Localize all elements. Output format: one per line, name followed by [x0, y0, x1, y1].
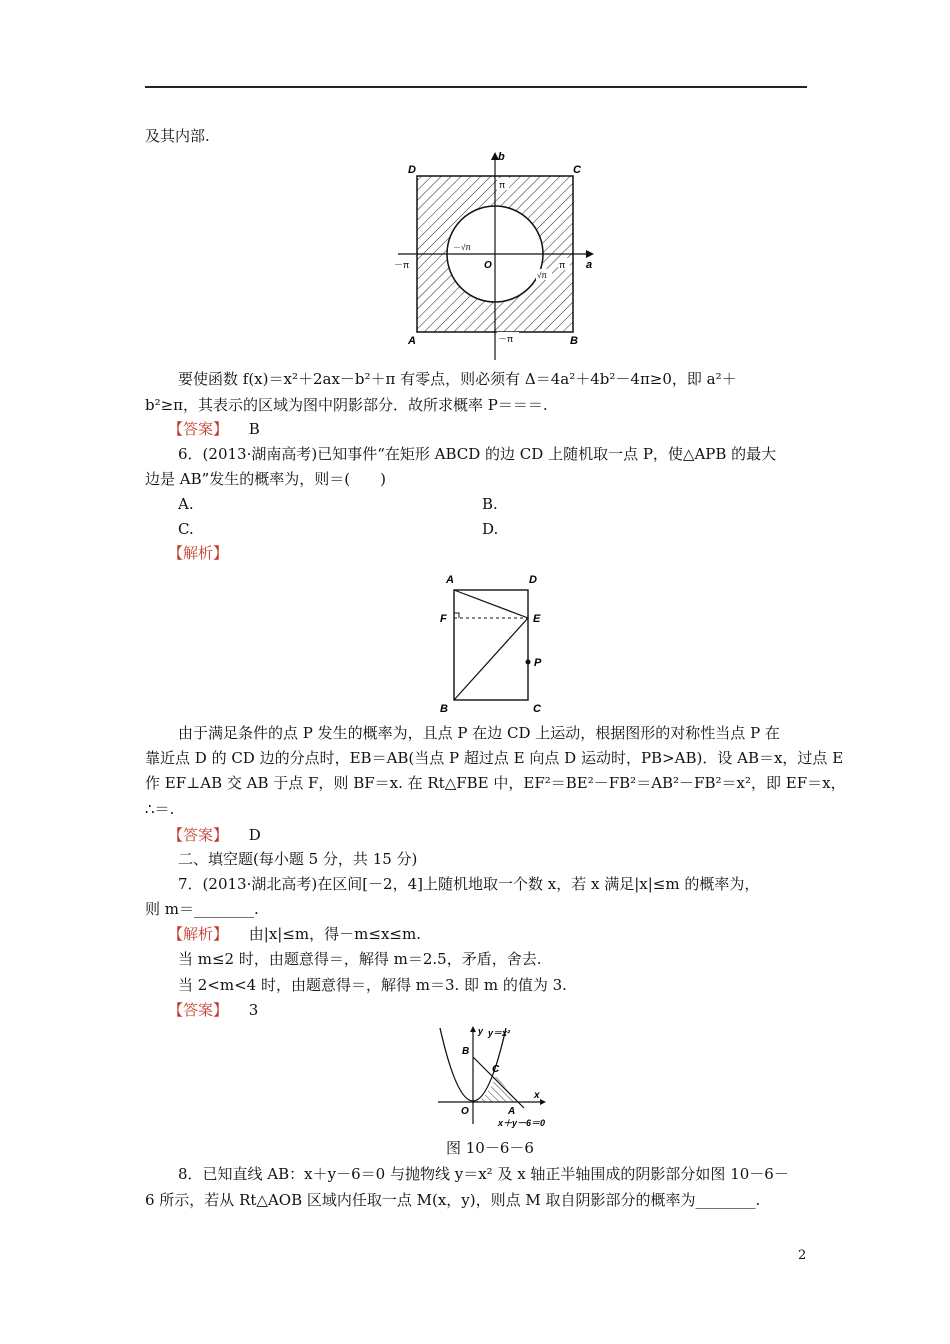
figure-square-circle: [390, 148, 600, 364]
sol6-line4: ∴＝.: [145, 800, 175, 818]
q7-line2: 则 m＝________.: [145, 900, 259, 918]
label-D: D: [408, 164, 416, 176]
q7-jiexi-tag: 【解析】: [168, 925, 229, 943]
q6-jiexi-tag: 【解析】: [168, 544, 229, 562]
label-O: O: [461, 1106, 469, 1117]
sol6-line2: 靠近点 D 的 CD 边的分点时，EB＝AB(当点 P 超过点 E 向点 D 运动时，PB>AB)．设 AB＝x，过点 E: [145, 749, 844, 767]
sol6-line3: 作 EF⊥AB 交 AB 于点 F，则 BF＝x. 在 Rt△FBE 中，EF²＝BE²－FB²＝AB²－FB²＝x²，即 EF＝x，: [145, 774, 846, 792]
label-C: C: [573, 164, 581, 176]
label-P: P: [534, 657, 542, 669]
label-F: F: [440, 613, 447, 625]
answer6-value: D: [248, 826, 261, 844]
label-C: C: [492, 1064, 500, 1075]
header-rule: [145, 86, 807, 88]
label-a: a: [586, 259, 593, 271]
q6-line1: 6．(2013·湖南高考)已知事件“在矩形 ABCD 的边 CD 上随机取一点 P，使△APB 的最大: [178, 445, 777, 463]
segment-AE: [454, 590, 528, 618]
q7-jiexi-text: 由|x|≤m，得－m≤x≤m.: [248, 925, 421, 943]
q6-option-C: C.: [178, 520, 194, 538]
label-sqrt-pi: √π: [537, 271, 547, 280]
figure-parabola: [428, 1024, 568, 1132]
answer5-tag: 【答案】: [168, 420, 229, 438]
label-pi-top: π: [499, 180, 506, 190]
q6-option-B: B.: [482, 495, 498, 513]
section-fill-blank: 二、填空题(每小题 5 分，共 15 分): [178, 850, 418, 868]
label-y: y: [478, 1026, 484, 1036]
q6-option-A: A.: [178, 495, 194, 513]
q8-line2: 6 所示，若从 Rt△AOB 区域内任取一点 M(x，y)，则点 M 取自阴影部分的概率为________.: [145, 1191, 761, 1209]
label-A: A: [446, 574, 454, 586]
rect-ABCD: [454, 590, 528, 700]
q7-case1: 当 m≤2 时，由题意得＝，解得 m＝2.5，矛盾，舍去.: [178, 950, 542, 968]
label-C: C: [533, 703, 541, 715]
figure-rectangle: [436, 570, 556, 716]
answer5-value: B: [248, 420, 260, 438]
label-pi-right: π: [559, 260, 566, 270]
label-neg-pi-left: －π: [394, 260, 410, 270]
figure-caption: 图 10－6－6: [446, 1139, 534, 1157]
answer7-tag: 【答案】: [168, 1001, 229, 1019]
answer7: [168, 1000, 258, 1020]
label-E: E: [533, 613, 541, 625]
segment-BE: [454, 618, 528, 700]
q7-case2: 当 2<m<4 时，由题意得＝，解得 m＝3. 即 m 的值为 3.: [178, 976, 567, 994]
label-x: x: [534, 1090, 540, 1101]
label-line: x＋y－6＝0: [498, 1118, 546, 1128]
label-D: D: [529, 574, 537, 586]
answer6: [168, 825, 261, 845]
answer6-tag: 【答案】: [168, 826, 229, 844]
answer5: [168, 419, 260, 439]
sol6-line1: 由于满足条件的点 P 发生的概率为，且点 P 在边 CD 上运动，根据图形的对称性当点 P 在: [178, 724, 780, 742]
label-A: A: [508, 1106, 516, 1117]
label-neg-pi-bottom: －π: [498, 334, 514, 344]
para5-line1: 要使函数 f(x)＝x²＋2ax－b²＋π 有零点，则必须有 Δ＝4a²＋4b²－4π≥0，即 a²＋: [178, 370, 737, 388]
answer7-value: 3: [248, 1001, 259, 1019]
label-B: B: [570, 335, 578, 347]
q7-line1: 7．(2013·湖北高考)在区间[－2，4]上随机地取一个数 x，若 x 满足|x|≤m 的概率为，: [178, 875, 760, 893]
label-curve: y＝x²: [488, 1028, 511, 1038]
q6-option-D: D.: [482, 520, 499, 538]
para5-line2: b²≥π，其表示的区域为图中阴影部分．故所求概率 P＝＝＝.: [145, 396, 548, 414]
q6-line2: 边是 AB”发生的概率为，则＝( ): [145, 470, 386, 488]
label-B: B: [440, 703, 448, 715]
label-neg-sqrt-pi: －√π: [453, 243, 471, 252]
q7-jiexi: [168, 924, 421, 944]
intro-tail: 及其内部.: [145, 127, 210, 145]
label-O: O: [484, 260, 492, 271]
point-P: [526, 660, 531, 665]
page-number: 2: [798, 1248, 807, 1263]
label-A: A: [408, 335, 416, 347]
label-B: B: [462, 1046, 470, 1057]
label-b: b: [498, 151, 505, 163]
q8-line1: 8．已知直线 AB：x＋y－6＝0 与抛物线 y＝x² 及 x 轴正半轴围成的阴影部分如图 10－6－: [178, 1165, 789, 1183]
